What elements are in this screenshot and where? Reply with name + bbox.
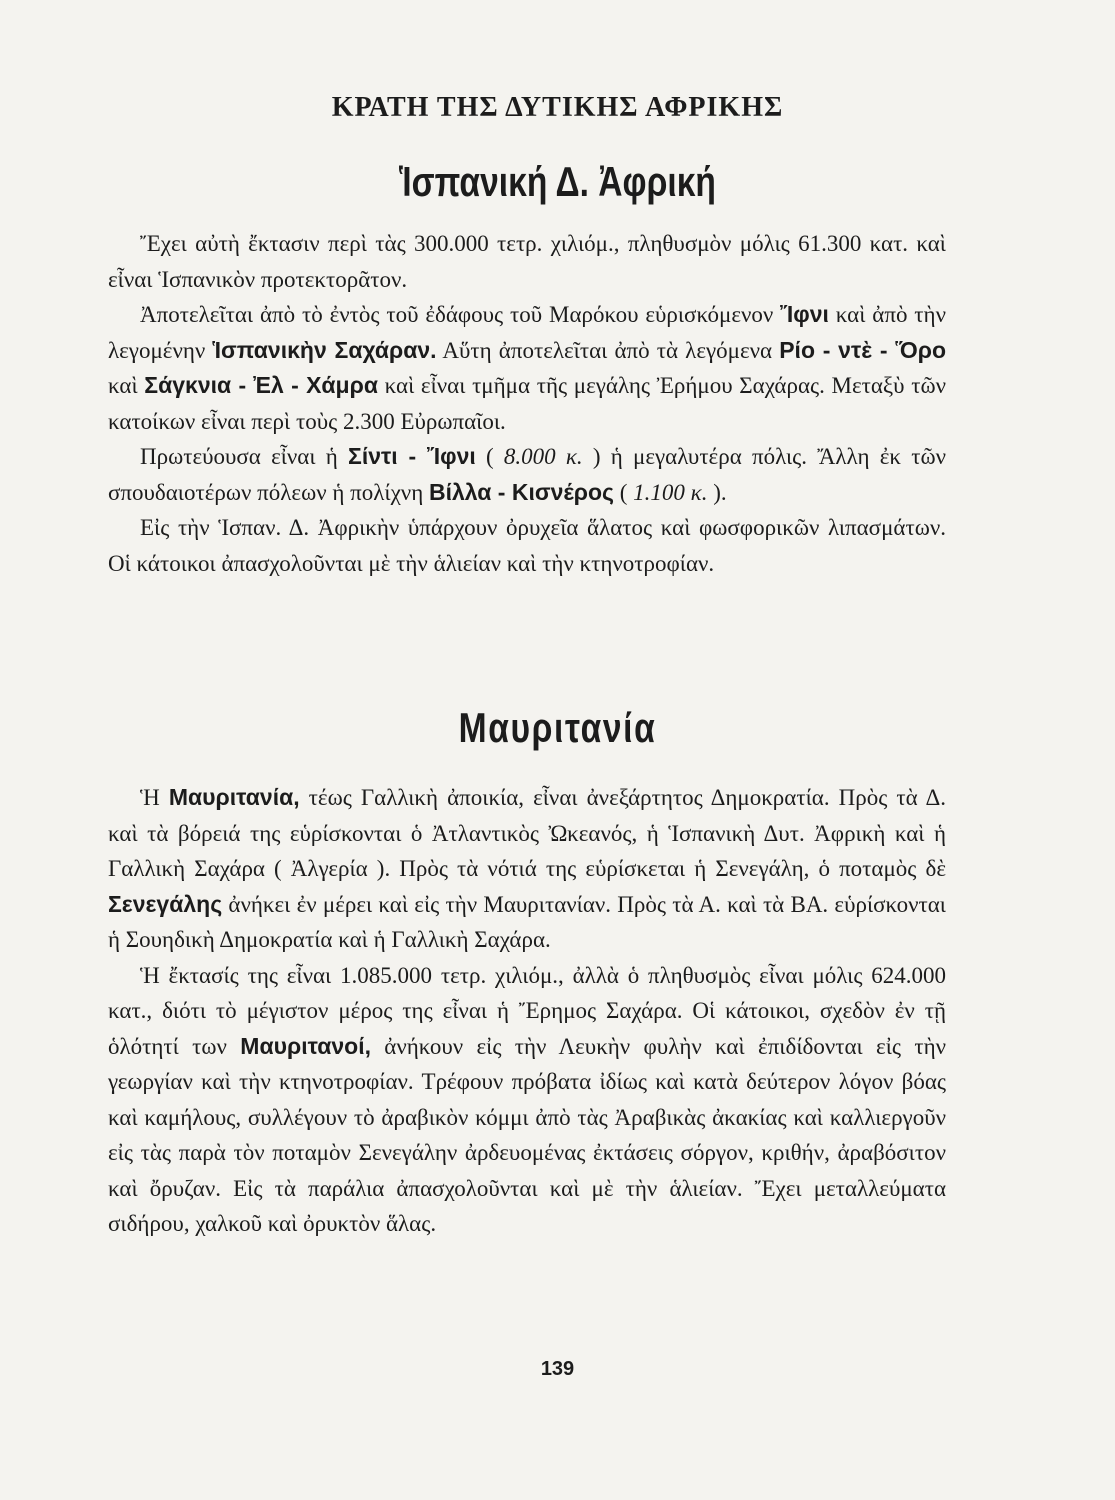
text-run: (	[475, 444, 504, 469]
text-run: Πρωτεύουσα εἶναι ἡ	[140, 444, 349, 469]
text-run: τέως Γαλλικὴ ἀποικία, εἶναι ἀνεξάρτητος Δημοκρατία. Πρὸς τὰ Δ. καὶ τὰ βόρειά της εὑρίσκονται ὁ Ἀτλαντικὸς Ὠκεανός, ἡ Ἱσπανικὴ Δυτ. Ἀφρικὴ καὶ ἡ Γαλλικὴ Σαχάρα ( Ἀλγερία ). Πρὸς τὰ νότιά της εὑρίσκεται ἡ Σενεγάλη, ὁ ποταμὸς δὲ	[108, 785, 946, 881]
paragraph	[108, 439, 946, 510]
section-body-mauritania	[108, 780, 946, 1242]
bold-term: Σάγκνια - Ἐλ - Χάμρα	[144, 372, 378, 398]
text-run: ἀνήκουν εἰς τὴν Λευκὴν φυλὴν καὶ ἐπιδίδονται εἰς τὴν γεωργίαν καὶ τὴν κτηνοτροφίαν. Τρέφουν πρόβατα ἰδίως καὶ κατὰ δεύτερον λόγον βόας καὶ καμήλους, συλλέγουν τὸ ἀραβικὸν κόμμι ἀπὸ τὰς Ἀραβικὰς ἀκακίας καὶ καλλιεργοῦν εἰς τὰς παρὰ τὸν ποταμὸν Σενεγάλην ἀρδευομένας ἐκτάσεις σόργον, κριθήν, ἀραβόσιτον καὶ ὄρυζαν. Εἰς τὰ παράλια ἀπασχολοῦνται καὶ μὲ τὴν ἁλιείαν. Ἔχει μεταλλεύματα σιδήρου, χαλκοῦ καὶ ὀρυκτὸν ἅλας.	[108, 1033, 946, 1236]
text-run: Ἀποτελεῖται ἀπὸ τὸ ἐντὸς τοῦ ἐδάφους τοῦ Μαρόκου εὑρισκόμενον	[140, 302, 781, 327]
italic-figure: 8.000 κ.	[503, 444, 583, 469]
bold-term: Ἴφνι	[780, 301, 829, 327]
text-run: (	[614, 479, 634, 505]
running-head: ΚΡΑΤΗ ΤΗΣ ΔΥΤΙΚΗΣ ΑΦΡΙΚΗΣ	[331, 92, 784, 123]
bold-term: Σίντι - Ἴφνι	[348, 443, 476, 469]
text-run: ).	[707, 479, 727, 505]
bold-term: Μαυριτανία,	[168, 784, 300, 810]
paragraph	[108, 226, 946, 297]
paragraph	[108, 297, 946, 439]
text-run: Αὕτη ἀποτελεῖται ἀπὸ τὰ λεγόμενα	[436, 337, 780, 363]
text-run: ἀνήκει ἐν μέρει καὶ εἰς τὴν Μαυριτανίαν. Πρὸς τὰ Α. καὶ τὰ ΒΑ. εὑρίσκονται ἡ Σουηδικὴ Δημοκρατία καὶ ἡ Γαλλικὴ Σαχάρα.	[108, 891, 946, 952]
paragraph	[108, 780, 946, 958]
text-run: καὶ ἀπὸ τὴν λεγομένην	[108, 302, 946, 363]
page-number: 139	[540, 1358, 575, 1380]
section-title-mauritania: Μαυριτανία	[458, 704, 657, 751]
text-run: Ἡ ἔκτασίς της εἶναι 1.085.000 τετρ. χιλιόμ., ἀλλὰ ὁ πληθυσμὸς εἶναι μόλις 624.000 κατ., διότι τὸ μέγιστον μέρος της εἶναι ἡ Ἔρημος Σαχάρα. Οἱ κάτοικοι, σχεδὸν ἐν τῇ ὁλότητί των	[108, 962, 946, 1059]
section-body-spanish-west-africa	[108, 226, 946, 581]
text-run: καὶ	[108, 373, 145, 398]
text-run: Ἔχει αὐτὴ ἔκτασιν περὶ τὰς 300.000 τετρ. χιλιόμ., πληθυσμὸν μόλις 61.300 κατ. καὶ εἶναι Ἱσπανικὸν προτεκτορᾶτον.	[108, 231, 946, 292]
text-run: ) ἡ μεγαλυτέρα πόλις. Ἄλλη ἐκ τῶν σπουδαιοτέρων πόλεων ἡ πολίχνη	[108, 444, 946, 505]
bold-term: Μαυριτανοί,	[240, 1032, 371, 1059]
bold-term: Βίλλα - Κισνέρος	[428, 478, 614, 505]
bold-term: Ἱσπανικὴν Σαχάραν.	[212, 336, 437, 363]
text-run: καὶ εἶναι τμῆμα τῆς μεγάλης Ἐρήμου Σαχάρας. Μεταξὺ τῶν κατοίκων εἶναι περὶ τοὺς 2.300 Εὐρωπαῖοι.	[108, 373, 946, 434]
text-run: Ἡ	[140, 785, 169, 810]
paragraph	[108, 510, 946, 581]
bold-term: Ρίο - ντὲ - Ὅρο	[779, 336, 947, 363]
section-title-spanish-west-africa: Ἱσπανική Δ. Ἀφρική	[399, 158, 716, 205]
paragraph	[108, 958, 946, 1242]
text-run: Εἰς τὴν Ἱσπαν. Δ. Ἀφρικὴν ὑπάρχουν ὀρυχεῖα ἅλατος καὶ φωσφορικῶν λιπασμάτων. Οἱ κάτοικοι ἀπασχολοῦνται μὲ τὴν ἁλιείαν καὶ τὴν κτηνοτροφίαν.	[108, 515, 946, 576]
italic-figure: 1.100 κ.	[633, 479, 708, 505]
bold-term: Σενεγάλης	[108, 890, 223, 917]
